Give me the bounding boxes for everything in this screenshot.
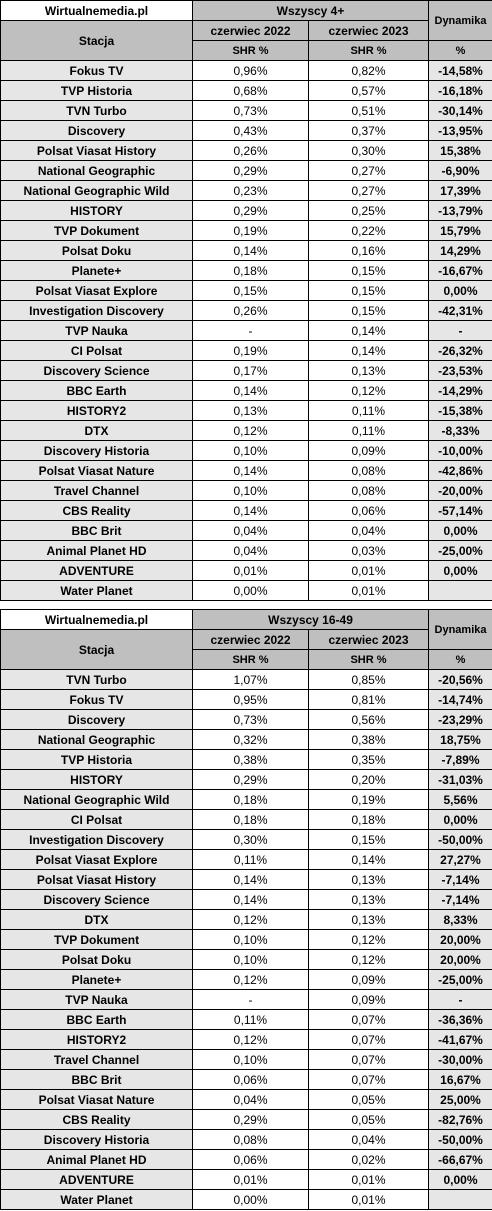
table-row <box>1 710 492 730</box>
station-name: Travel Channel <box>1 1050 193 1070</box>
share-2022: 0,68% <box>193 81 309 101</box>
station-name: CBS Reality <box>1 501 193 521</box>
dynamics-value: -15,38% <box>429 401 492 421</box>
period-2023-header: czerwiec 2023 <box>309 21 429 41</box>
station-name: DTX <box>1 910 193 930</box>
station-name: Fokus TV <box>1 61 193 81</box>
station-name: Polsat Viasat Nature <box>1 1090 193 1110</box>
station-name: Polsat Viasat Explore <box>1 281 193 301</box>
dynamics-value: 0,00% <box>429 521 492 541</box>
table-row <box>1 930 492 950</box>
dynamics-value: 15,79% <box>429 221 492 241</box>
dynamics-value: 0,00% <box>429 810 492 830</box>
table-row <box>1 750 492 770</box>
table-row <box>1 1030 492 1050</box>
share-2023: 0,07% <box>309 1050 429 1070</box>
table-row <box>1 1050 492 1070</box>
share-2023: 0,18% <box>309 810 429 830</box>
station-name: Planete+ <box>1 970 193 990</box>
period-2022-header: czerwiec 2022 <box>193 21 309 41</box>
shr-2023-header: SHR % <box>309 41 429 61</box>
share-2023: 0,13% <box>309 890 429 910</box>
station-name: TVN Turbo <box>1 670 193 690</box>
share-2023: 0,02% <box>309 1150 429 1170</box>
dynamics-value: -82,76% <box>429 1110 492 1130</box>
dynamics-value: 16,67% <box>429 1070 492 1090</box>
dynamics-value: -14,29% <box>429 381 492 401</box>
dynamics-value: - <box>429 990 492 1010</box>
station-name: National Geographic <box>1 730 193 750</box>
share-2022: 0,32% <box>193 730 309 750</box>
share-2023: 0,82% <box>309 61 429 81</box>
share-2022: 0,12% <box>193 421 309 441</box>
share-2023: 0,01% <box>309 1170 429 1190</box>
share-2022: 0,29% <box>193 770 309 790</box>
dynamics-value: -25,00% <box>429 541 492 561</box>
percent-header: % <box>429 650 492 670</box>
station-name: TVP Nauka <box>1 990 193 1010</box>
share-2023: 0,12% <box>309 381 429 401</box>
share-2022: 0,04% <box>193 521 309 541</box>
table-row <box>1 221 492 241</box>
share-2022: 0,10% <box>193 441 309 461</box>
table-row <box>1 241 492 261</box>
dynamics-value: -7,14% <box>429 870 492 890</box>
share-2023: 0,04% <box>309 521 429 541</box>
brand-cell: Wirtualnemedia.pl <box>1 1 193 21</box>
share-2022: 0,95% <box>193 690 309 710</box>
table-header-row-1 <box>1 610 492 630</box>
table-row <box>1 441 492 461</box>
dynamics-value: 27,27% <box>429 850 492 870</box>
share-2023: 0,07% <box>309 1010 429 1030</box>
table-row <box>1 1110 492 1130</box>
table-row <box>1 810 492 830</box>
share-2022: 0,14% <box>193 870 309 890</box>
share-2022: 0,11% <box>193 850 309 870</box>
share-2023: 0,01% <box>309 1190 429 1210</box>
share-2023: 0,20% <box>309 770 429 790</box>
station-name: Discovery Science <box>1 890 193 910</box>
share-2023: 0,15% <box>309 281 429 301</box>
table-row <box>1 1170 492 1190</box>
table-header-row-2 <box>1 21 492 41</box>
share-2022: 0,29% <box>193 201 309 221</box>
dynamics-value: -14,58% <box>429 61 492 81</box>
table-row <box>1 321 492 341</box>
station-name: Planete+ <box>1 261 193 281</box>
share-2022: 0,13% <box>193 401 309 421</box>
table-row <box>1 990 492 1010</box>
dynamics-value: -13,79% <box>429 201 492 221</box>
table-row <box>1 81 492 101</box>
dynamics-value: -7,14% <box>429 890 492 910</box>
share-2023: 0,09% <box>309 970 429 990</box>
station-name: Investigation Discovery <box>1 301 193 321</box>
share-2022: - <box>193 990 309 1010</box>
station-name: ADVENTURE <box>1 1170 193 1190</box>
share-2022: 0,00% <box>193 1190 309 1210</box>
table-row <box>1 101 492 121</box>
station-name: HISTORY2 <box>1 401 193 421</box>
station-name: Polsat Viasat Nature <box>1 461 193 481</box>
dynamics-value: -57,14% <box>429 501 492 521</box>
share-2023: 0,01% <box>309 561 429 581</box>
dynamics-value: -41,67% <box>429 1030 492 1050</box>
share-2023: 0,27% <box>309 181 429 201</box>
ratings-table-all-4plus <box>0 0 492 601</box>
dynamics-value: -16,67% <box>429 261 492 281</box>
period-2023-header: czerwiec 2023 <box>309 630 429 650</box>
share-2022: - <box>193 321 309 341</box>
table-row <box>1 970 492 990</box>
share-2023: 0,06% <box>309 501 429 521</box>
dynamics-value: -13,95% <box>429 121 492 141</box>
share-2023: 0,13% <box>309 361 429 381</box>
share-2023: 0,15% <box>309 830 429 850</box>
dynamics-value: 0,00% <box>429 1170 492 1190</box>
station-name: National Geographic Wild <box>1 181 193 201</box>
share-2022: 0,19% <box>193 221 309 241</box>
station-name: CBS Reality <box>1 1110 193 1130</box>
share-2023: 0,01% <box>309 581 429 601</box>
audience-group-header: Wszyscy 4+ <box>193 1 429 21</box>
share-2023: 0,11% <box>309 421 429 441</box>
dynamics-value: -25,00% <box>429 970 492 990</box>
table-row <box>1 561 492 581</box>
share-2023: 0,13% <box>309 910 429 930</box>
share-2022: 0,15% <box>193 281 309 301</box>
share-2023: 0,07% <box>309 1030 429 1050</box>
table-row <box>1 361 492 381</box>
share-2022: 0,00% <box>193 581 309 601</box>
dynamics-value: -14,74% <box>429 690 492 710</box>
dynamics-value <box>429 581 492 601</box>
station-name: Fokus TV <box>1 690 193 710</box>
dynamics-value: 15,38% <box>429 141 492 161</box>
share-2023: 0,14% <box>309 850 429 870</box>
dynamics-header: Dynamika <box>429 1 492 41</box>
dynamics-value: -7,89% <box>429 750 492 770</box>
dynamics-value: -66,67% <box>429 1150 492 1170</box>
share-2022: 0,06% <box>193 1070 309 1090</box>
share-2022: 0,12% <box>193 970 309 990</box>
share-2022: 0,08% <box>193 1130 309 1150</box>
audience-group-header: Wszyscy 16-49 <box>193 610 429 630</box>
table-row <box>1 1150 492 1170</box>
share-2022: 0,14% <box>193 890 309 910</box>
share-2022: 0,23% <box>193 181 309 201</box>
dynamics-value: -8,33% <box>429 421 492 441</box>
share-2022: 0,01% <box>193 1170 309 1190</box>
table-row <box>1 381 492 401</box>
share-2022: 0,43% <box>193 121 309 141</box>
dynamics-value: 0,00% <box>429 561 492 581</box>
dynamics-value: -20,00% <box>429 481 492 501</box>
station-name: TVP Historia <box>1 81 193 101</box>
table-row <box>1 950 492 970</box>
share-2023: 0,38% <box>309 730 429 750</box>
station-name: HISTORY2 <box>1 1030 193 1050</box>
share-2023: 0,57% <box>309 81 429 101</box>
share-2023: 0,15% <box>309 301 429 321</box>
share-2022: 0,26% <box>193 301 309 321</box>
station-name: Discovery <box>1 121 193 141</box>
table-row <box>1 910 492 930</box>
share-2022: 0,14% <box>193 501 309 521</box>
station-name: Travel Channel <box>1 481 193 501</box>
share-2023: 0,37% <box>309 121 429 141</box>
table-row <box>1 1010 492 1030</box>
station-name: Polsat Viasat Explore <box>1 850 193 870</box>
table-row <box>1 770 492 790</box>
station-header: Stacja <box>1 630 193 670</box>
share-2022: 0,26% <box>193 141 309 161</box>
share-2023: 0,81% <box>309 690 429 710</box>
station-name: BBC Brit <box>1 521 193 541</box>
ratings-table-all-16-49 <box>0 609 492 1210</box>
share-2022: 0,38% <box>193 750 309 770</box>
share-2022: 1,07% <box>193 670 309 690</box>
share-2023: 0,22% <box>309 221 429 241</box>
station-name: HISTORY <box>1 770 193 790</box>
brand-cell: Wirtualnemedia.pl <box>1 610 193 630</box>
share-2022: 0,29% <box>193 1110 309 1130</box>
station-name: TVP Historia <box>1 750 193 770</box>
station-name: Polsat Viasat History <box>1 870 193 890</box>
shr-2022-header: SHR % <box>193 650 309 670</box>
station-name: Discovery Historia <box>1 1130 193 1150</box>
share-2022: 0,06% <box>193 1150 309 1170</box>
table-row <box>1 121 492 141</box>
station-name: Animal Planet HD <box>1 541 193 561</box>
table-row <box>1 730 492 750</box>
station-name: Polsat Viasat History <box>1 141 193 161</box>
station-name: BBC Brit <box>1 1070 193 1090</box>
share-2023: 0,27% <box>309 161 429 181</box>
station-name: National Geographic <box>1 161 193 181</box>
station-name: Polsat Doku <box>1 241 193 261</box>
share-2023: 0,19% <box>309 790 429 810</box>
share-2023: 0,85% <box>309 670 429 690</box>
table-row <box>1 581 492 601</box>
station-name: TVP Dokument <box>1 221 193 241</box>
share-2023: 0,12% <box>309 950 429 970</box>
station-name: BBC Earth <box>1 1010 193 1030</box>
dynamics-value: 25,00% <box>429 1090 492 1110</box>
table-row <box>1 541 492 561</box>
station-name: BBC Earth <box>1 381 193 401</box>
share-2023: 0,56% <box>309 710 429 730</box>
dynamics-value: -50,00% <box>429 830 492 850</box>
share-2022: 0,73% <box>193 101 309 121</box>
share-2023: 0,03% <box>309 541 429 561</box>
shr-2023-header: SHR % <box>309 650 429 670</box>
dynamics-value: -30,00% <box>429 1050 492 1070</box>
dynamics-value: -10,00% <box>429 441 492 461</box>
share-2023: 0,08% <box>309 461 429 481</box>
table-row <box>1 421 492 441</box>
dynamics-header: Dynamika <box>429 610 492 650</box>
share-2023: 0,07% <box>309 1070 429 1090</box>
share-2023: 0,09% <box>309 990 429 1010</box>
dynamics-value: -23,29% <box>429 710 492 730</box>
station-name: Water Planet <box>1 1190 193 1210</box>
dynamics-value: -31,03% <box>429 770 492 790</box>
share-2023: 0,04% <box>309 1130 429 1150</box>
dynamics-value: -6,90% <box>429 161 492 181</box>
table-row <box>1 870 492 890</box>
share-2023: 0,30% <box>309 141 429 161</box>
percent-header: % <box>429 41 492 61</box>
table-row <box>1 161 492 181</box>
table-row <box>1 521 492 541</box>
dynamics-value: -50,00% <box>429 1130 492 1150</box>
share-2022: 0,96% <box>193 61 309 81</box>
share-2023: 0,09% <box>309 441 429 461</box>
dynamics-value: 20,00% <box>429 930 492 950</box>
table-row <box>1 141 492 161</box>
share-2023: 0,15% <box>309 261 429 281</box>
dynamics-value: 5,56% <box>429 790 492 810</box>
dynamics-value: 20,00% <box>429 950 492 970</box>
share-2023: 0,05% <box>309 1110 429 1130</box>
table-header-row-1 <box>1 1 492 21</box>
share-2022: 0,18% <box>193 790 309 810</box>
period-2022-header: czerwiec 2022 <box>193 630 309 650</box>
share-2023: 0,25% <box>309 201 429 221</box>
table-spacer <box>0 601 492 609</box>
table-row <box>1 501 492 521</box>
dynamics-value: 18,75% <box>429 730 492 750</box>
table-row <box>1 281 492 301</box>
share-2022: 0,11% <box>193 1010 309 1030</box>
station-name: TVP Dokument <box>1 930 193 950</box>
table-row <box>1 670 492 690</box>
station-name: Investigation Discovery <box>1 830 193 850</box>
share-2022: 0,10% <box>193 481 309 501</box>
share-2022: 0,04% <box>193 1090 309 1110</box>
dynamics-value: -36,36% <box>429 1010 492 1030</box>
share-2023: 0,16% <box>309 241 429 261</box>
dynamics-value: 0,00% <box>429 281 492 301</box>
dynamics-value: -16,18% <box>429 81 492 101</box>
table-row <box>1 341 492 361</box>
table-row <box>1 1190 492 1210</box>
dynamics-value: -26,32% <box>429 341 492 361</box>
dynamics-value: -20,56% <box>429 670 492 690</box>
dynamics-value: - <box>429 321 492 341</box>
share-2022: 0,14% <box>193 241 309 261</box>
share-2022: 0,12% <box>193 1030 309 1050</box>
station-name: Discovery Historia <box>1 441 193 461</box>
station-name: TVP Nauka <box>1 321 193 341</box>
table-header-row-2 <box>1 630 492 650</box>
table-row <box>1 181 492 201</box>
share-2022: 0,01% <box>193 561 309 581</box>
share-2022: 0,29% <box>193 161 309 181</box>
share-2022: 0,14% <box>193 461 309 481</box>
station-header: Stacja <box>1 21 193 61</box>
table-row <box>1 301 492 321</box>
dynamics-value: 17,39% <box>429 181 492 201</box>
table-row <box>1 690 492 710</box>
share-2023: 0,12% <box>309 930 429 950</box>
share-2022: 0,10% <box>193 950 309 970</box>
station-name: Discovery <box>1 710 193 730</box>
table-row <box>1 481 492 501</box>
table-row <box>1 201 492 221</box>
table-row <box>1 1090 492 1110</box>
share-2022: 0,30% <box>193 830 309 850</box>
table-row <box>1 401 492 421</box>
dynamics-value: 8,33% <box>429 910 492 930</box>
share-2022: 0,73% <box>193 710 309 730</box>
table-row <box>1 830 492 850</box>
station-name: CI Polsat <box>1 341 193 361</box>
table-row <box>1 1130 492 1150</box>
share-2022: 0,10% <box>193 930 309 950</box>
share-2022: 0,18% <box>193 810 309 830</box>
station-name: ADVENTURE <box>1 561 193 581</box>
dynamics-value: -30,14% <box>429 101 492 121</box>
station-name: Animal Planet HD <box>1 1150 193 1170</box>
dynamics-value: -42,31% <box>429 301 492 321</box>
share-2022: 0,04% <box>193 541 309 561</box>
table-row <box>1 790 492 810</box>
shr-2022-header: SHR % <box>193 41 309 61</box>
share-2023: 0,14% <box>309 321 429 341</box>
dynamics-value: 14,29% <box>429 241 492 261</box>
station-name: CI Polsat <box>1 810 193 830</box>
share-2023: 0,11% <box>309 401 429 421</box>
share-2022: 0,14% <box>193 381 309 401</box>
share-2022: 0,19% <box>193 341 309 361</box>
table-row <box>1 850 492 870</box>
dynamics-value: -42,86% <box>429 461 492 481</box>
station-name: TVN Turbo <box>1 101 193 121</box>
station-name: Water Planet <box>1 581 193 601</box>
share-2023: 0,08% <box>309 481 429 501</box>
share-2023: 0,13% <box>309 870 429 890</box>
station-name: Polsat Doku <box>1 950 193 970</box>
table-body <box>1 670 492 1210</box>
share-2023: 0,05% <box>309 1090 429 1110</box>
station-name: National Geographic Wild <box>1 790 193 810</box>
table-body <box>1 61 492 601</box>
share-2022: 0,17% <box>193 361 309 381</box>
dynamics-value: -23,53% <box>429 361 492 381</box>
table-row <box>1 461 492 481</box>
table-row <box>1 261 492 281</box>
share-2022: 0,18% <box>193 261 309 281</box>
station-name: Discovery Science <box>1 361 193 381</box>
share-2022: 0,10% <box>193 1050 309 1070</box>
table-row <box>1 890 492 910</box>
station-name: DTX <box>1 421 193 441</box>
table-row <box>1 1070 492 1090</box>
share-2023: 0,14% <box>309 341 429 361</box>
station-name: HISTORY <box>1 201 193 221</box>
share-2023: 0,35% <box>309 750 429 770</box>
table-row <box>1 61 492 81</box>
share-2022: 0,12% <box>193 910 309 930</box>
share-2023: 0,51% <box>309 101 429 121</box>
dynamics-value <box>429 1190 492 1210</box>
